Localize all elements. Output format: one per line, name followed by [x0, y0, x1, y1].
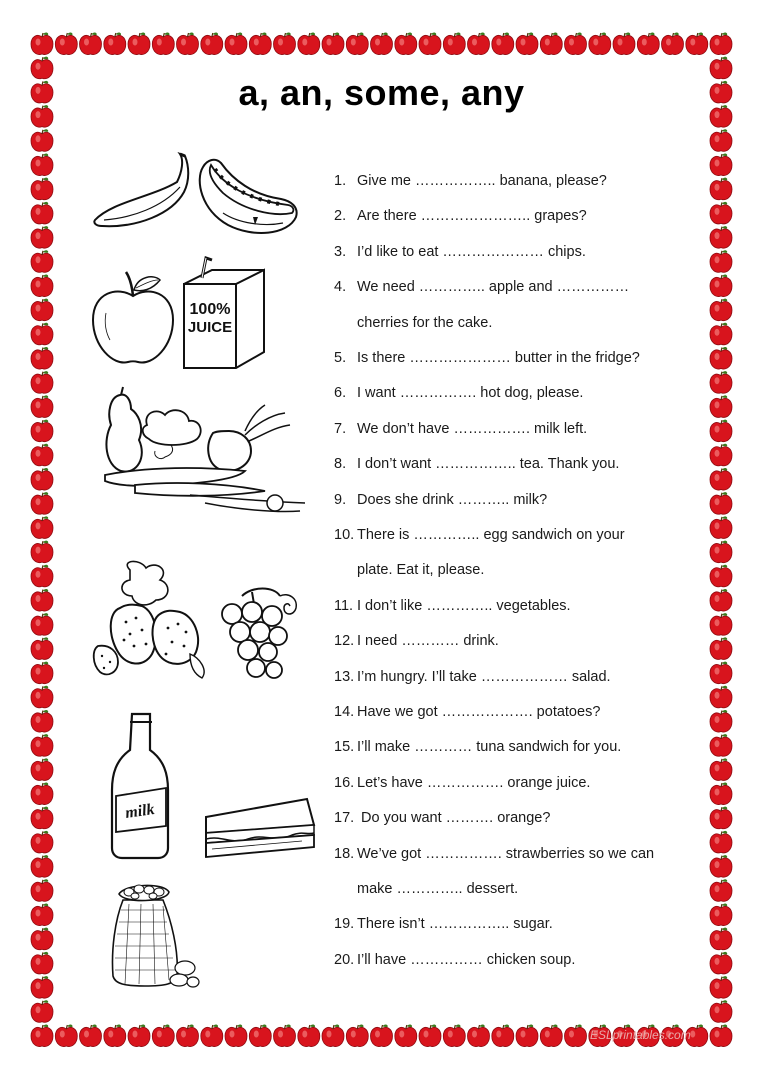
apple-icon — [710, 444, 732, 466]
apple-icon — [274, 1024, 296, 1046]
apple-icon — [31, 347, 53, 369]
apple-icon — [346, 32, 368, 54]
apple-icon — [710, 976, 732, 998]
exercise-line — [334, 384, 583, 402]
exercise-number: 9. — [334, 491, 347, 508]
sandwich-image — [202, 795, 317, 865]
apple-icon — [710, 541, 732, 563]
exercise-line — [334, 915, 553, 933]
exercise-number: 15. — [334, 739, 355, 756]
exercise-line — [334, 597, 571, 615]
exercise-line — [334, 455, 619, 473]
sack-image — [105, 880, 200, 990]
exercise-number: 13. — [334, 668, 355, 685]
apple-icon — [710, 879, 732, 901]
apple-icon — [31, 710, 53, 732]
apple-icon — [710, 250, 732, 272]
apple-icon — [710, 807, 732, 829]
apple-icon — [686, 32, 708, 54]
apple-icon — [201, 1024, 223, 1046]
apple-icon — [31, 371, 53, 393]
apple-icon — [104, 32, 126, 54]
exercise-text: Do you want ………. orange? — [357, 810, 551, 827]
apple-icon — [710, 710, 732, 732]
apple-icon — [468, 32, 490, 54]
apple-icon — [31, 952, 53, 974]
exercise-text: I need ………… drink. — [357, 633, 499, 650]
apple-icon — [710, 516, 732, 538]
apple-icon — [710, 782, 732, 804]
apple-icon — [492, 32, 514, 54]
apple-icon — [710, 903, 732, 925]
apple-icon — [31, 831, 53, 853]
apple-icon — [710, 589, 732, 611]
apple-icon — [31, 807, 53, 829]
strawberries-image — [90, 558, 215, 683]
apple-icon — [298, 32, 320, 54]
exercise-text: We need ………….. apple and …………… — [357, 279, 630, 296]
exercise-line — [334, 738, 621, 756]
exercise-text: Is there ………………… butter in the fridge? — [357, 350, 640, 366]
apple-icon — [201, 32, 223, 54]
apple-icon — [55, 32, 77, 54]
apple-icon — [31, 250, 53, 272]
apple-icon — [710, 565, 732, 587]
apple-icon — [31, 32, 53, 54]
exercise-line — [334, 880, 518, 898]
grapes-image — [212, 582, 307, 687]
apple-icon — [710, 371, 732, 393]
exercise-number: 16. — [334, 774, 355, 791]
exercise-line — [334, 951, 575, 969]
exercise-text: We’ve got ……………. strawberries so we can — [357, 845, 655, 862]
exercise-number: 7. — [334, 420, 347, 437]
apple-icon — [31, 758, 53, 780]
exercise-line — [334, 349, 640, 367]
apple-icon — [31, 129, 53, 151]
exercise-text: I’ll have …………… chicken soup. — [357, 951, 576, 968]
exercise-text: I want ……………. hot dog, please. — [357, 385, 584, 402]
apple-icon — [589, 32, 611, 54]
apple-icon — [710, 952, 732, 974]
apple-icon — [710, 855, 732, 877]
apple-icon — [710, 323, 732, 345]
exercise-line — [334, 774, 590, 792]
milk-bottle-image — [108, 710, 173, 860]
exercise-text: plate. Eat it, please. — [357, 562, 485, 579]
apple-icon — [31, 903, 53, 925]
exercise-text: I’ll make ………… tuna sandwich for you. — [357, 739, 622, 756]
page-title: a, an, some, any — [238, 72, 525, 113]
apple-icon — [31, 468, 53, 490]
apple-icon — [710, 734, 732, 756]
exercise-number: 1. — [334, 173, 347, 189]
apple-icon — [31, 637, 53, 659]
apple-icon — [710, 1000, 732, 1022]
banana-image — [92, 152, 192, 232]
exercise-text: There isn’t …………….. sugar. — [357, 916, 553, 933]
apple-icon — [274, 32, 296, 54]
apple-icon — [710, 468, 732, 490]
apple-icon — [710, 274, 732, 296]
exercise-line — [334, 491, 547, 509]
apple-icon — [249, 32, 271, 54]
apple-icon — [710, 395, 732, 417]
apple-icon — [31, 444, 53, 466]
apple-icon — [31, 734, 53, 756]
apple-icon — [419, 32, 441, 54]
apple-icon — [565, 32, 587, 54]
apple-icon — [31, 565, 53, 587]
apple-icon — [225, 1024, 247, 1046]
apple-icon — [492, 1024, 514, 1046]
apple-icon — [710, 831, 732, 853]
exercise-text: I’d like to eat ………………… chips. — [357, 243, 586, 260]
exercise-text: Have we got ………………. potatoes? — [357, 704, 601, 720]
apple-icon — [31, 1000, 53, 1022]
exercise-text: cherries for the cake. — [357, 314, 493, 331]
exercise-number: 17. — [334, 810, 355, 827]
apple-icon — [710, 299, 732, 321]
exercise-line — [334, 668, 611, 686]
apple-icon — [225, 32, 247, 54]
exercise-number: 6. — [334, 385, 347, 402]
apple-icon — [31, 662, 53, 684]
apple-icon — [31, 516, 53, 538]
apple-icon — [710, 226, 732, 248]
apple-icon — [31, 928, 53, 950]
apple-icon — [128, 1024, 150, 1046]
apple-icon — [31, 855, 53, 877]
apple-icon — [152, 32, 174, 54]
exercise-number: 20. — [334, 951, 355, 968]
exercise-number: 10. — [334, 527, 355, 543]
apple-icon — [468, 1024, 490, 1046]
exercise-text: I don’t like ………….. vegetables. — [357, 597, 571, 614]
apple-icon — [31, 976, 53, 998]
apple-icon — [346, 1024, 368, 1046]
apple-image — [88, 268, 178, 368]
exercise-line — [334, 809, 550, 827]
exercise-text: Does she drink ……….. milk? — [357, 491, 548, 508]
exercise-line — [334, 703, 600, 721]
juice-box-image — [176, 256, 271, 371]
juice-box-percent: 100% — [189, 301, 231, 318]
watermark: ESLprintables.com — [590, 1028, 691, 1042]
apple-icon — [540, 1024, 562, 1046]
apple-icon — [710, 492, 732, 514]
exercise-number: 4. — [334, 279, 347, 296]
apple-icon — [322, 32, 344, 54]
apple-icon — [31, 541, 53, 563]
apple-icon — [322, 1024, 344, 1046]
apple-icon — [55, 1024, 77, 1046]
apple-icon — [31, 686, 53, 708]
apple-icon — [31, 1024, 53, 1046]
apple-icon — [710, 758, 732, 780]
apple-icon — [31, 178, 53, 200]
exercise-text: Let’s have ……………. orange juice. — [357, 774, 591, 791]
vegetables-image — [95, 385, 310, 525]
apple-icon — [662, 32, 684, 54]
exercise-number: 14. — [334, 704, 355, 720]
apple-icon — [298, 1024, 320, 1046]
exercise-number: 19. — [334, 916, 355, 933]
apple-icon — [371, 1024, 393, 1046]
apple-icon — [371, 32, 393, 54]
apple-icon — [443, 1024, 465, 1046]
apple-icon — [249, 1024, 271, 1046]
apple-icon — [80, 32, 102, 54]
apple-icon — [710, 637, 732, 659]
apple-icon — [31, 226, 53, 248]
exercise-line — [334, 845, 654, 863]
exercise-line — [334, 278, 629, 296]
exercise-text: make ………….. dessert. — [357, 881, 519, 897]
exercise-line — [334, 172, 607, 190]
exercise-line — [334, 561, 484, 579]
apple-icon — [31, 613, 53, 635]
exercise-number: 2. — [334, 208, 347, 225]
exercise-line — [334, 526, 625, 544]
apple-icon — [104, 1024, 126, 1046]
exercise-text: Are there ………………….. grapes? — [357, 208, 587, 225]
apple-icon — [31, 420, 53, 442]
apple-icon — [177, 32, 199, 54]
apple-icon — [613, 32, 635, 54]
apple-icon — [31, 492, 53, 514]
exercise-number: 3. — [334, 243, 347, 260]
apple-icon — [31, 589, 53, 611]
apple-icon — [443, 32, 465, 54]
apple-icon — [152, 1024, 174, 1046]
apple-icon — [31, 274, 53, 296]
apple-icon — [710, 153, 732, 175]
juice-box-label: JUICE — [187, 319, 233, 336]
hotdog-image — [193, 155, 301, 240]
apple-icon — [128, 32, 150, 54]
exercise-text: There is ………….. egg sandwich on your — [357, 527, 625, 543]
exercise-line — [334, 632, 499, 650]
exercise-number: 12. — [334, 633, 355, 650]
apple-icon — [395, 32, 417, 54]
apple-icon — [710, 928, 732, 950]
apple-icon — [637, 32, 659, 54]
apple-icon — [419, 1024, 441, 1046]
apple-icon — [516, 1024, 538, 1046]
exercise-text: I don’t want …………….. tea. Thank you. — [357, 456, 620, 473]
apple-icon — [540, 32, 562, 54]
apple-icon — [395, 1024, 417, 1046]
apple-icon — [710, 686, 732, 708]
exercise-line — [334, 243, 586, 261]
exercise-number: 18. — [334, 845, 355, 862]
apple-icon — [710, 420, 732, 442]
apple-icon — [710, 1024, 732, 1046]
exercise-number: 11. — [334, 597, 354, 614]
exercise-line — [334, 420, 587, 438]
apple-icon — [31, 782, 53, 804]
apple-icon — [31, 153, 53, 175]
apple-icon — [80, 1024, 102, 1046]
apple-icon — [565, 1024, 587, 1046]
apple-icon — [710, 347, 732, 369]
apple-icon — [31, 299, 53, 321]
apple-icon — [710, 202, 732, 224]
apple-icon — [710, 129, 732, 151]
apple-icon — [31, 202, 53, 224]
apple-icon — [710, 662, 732, 684]
apple-icon — [177, 1024, 199, 1046]
exercise-line — [334, 207, 587, 225]
exercise-number: 5. — [334, 350, 347, 366]
exercise-text: Give me …………….. banana, please? — [357, 173, 607, 189]
apple-icon — [516, 32, 538, 54]
apple-icon — [31, 395, 53, 417]
apple-icon — [710, 178, 732, 200]
apple-icon — [31, 323, 53, 345]
milk-label: milk — [124, 801, 156, 822]
exercise-text: I’m hungry. I’ll take ……………… salad. — [357, 668, 611, 685]
exercise-text: We don’t have ……………. milk left. — [357, 420, 588, 437]
exercise-line — [334, 314, 492, 332]
exercise-number: 8. — [334, 456, 347, 473]
apple-icon — [710, 32, 732, 54]
apple-icon — [710, 613, 732, 635]
apple-icon — [31, 879, 53, 901]
